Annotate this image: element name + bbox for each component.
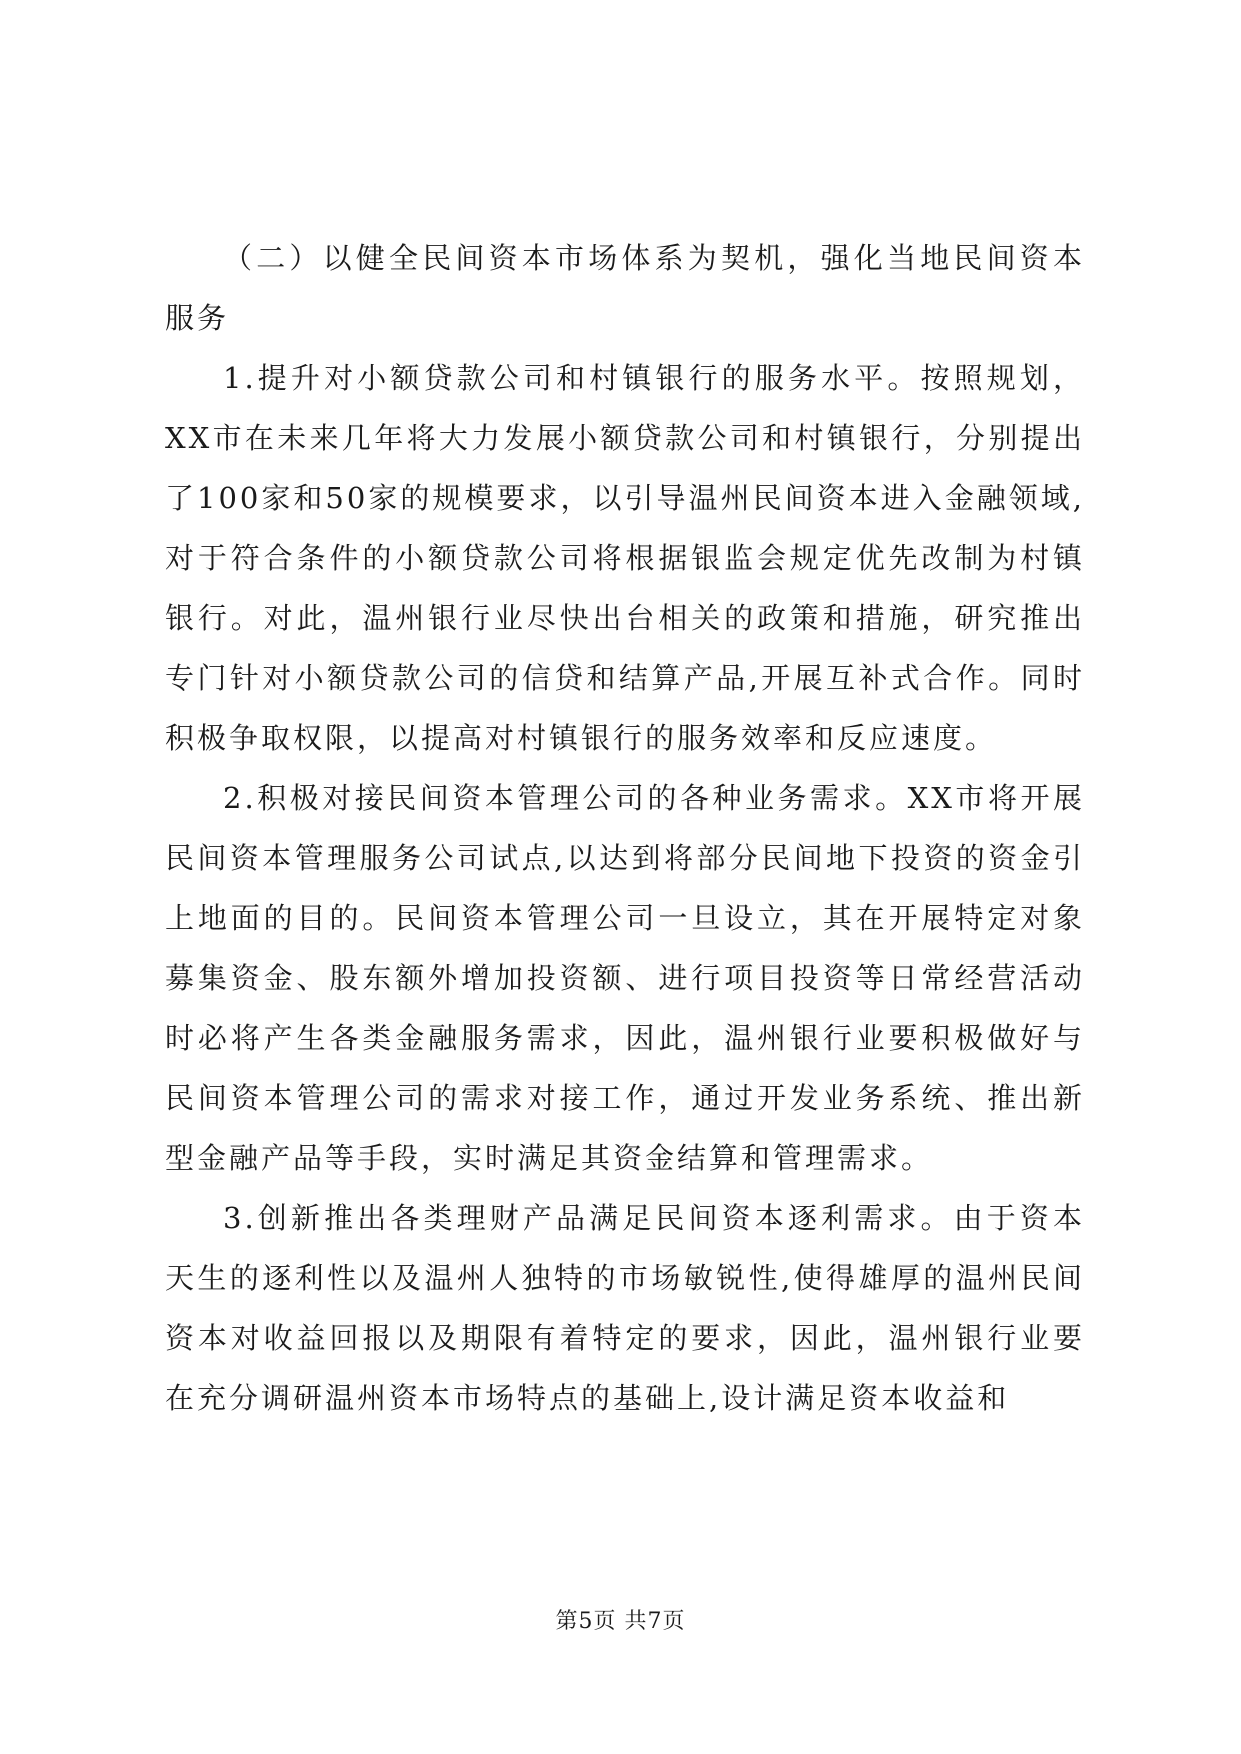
paragraph-2: 2.积极对接民间资本管理公司的各种业务需求。XX市将开展民间资本管理服务公司试点,以达到将部分民间地下投资的资金引上地面的目的。民间资本管理公司一旦设立，其在开展特定对象募集资金、股东额外增加投资额、进行项目投资等日常经营活动时必将产生各类金融服务需求，因此，温州银行业要积极做好与民间资本管理公司的需求对接工作，通过开发业务系统、推出新型金融产品等手段，实时满足其资金结算和管理需求。 — [165, 781, 1085, 1175]
document-body — [165, 228, 1085, 1428]
paragraph-1: 1.提升对小额贷款公司和村镇银行的服务水平。按照规划，XX市在未来几年将大力发展小额贷款公司和村镇银行，分别提出了100家和50家的规模要求，以引导温州民间资本进入金融领域,对于符合条件的小额贷款公司将根据银监会规定优先改制为村镇银行。对此，温州银行业尽快出台相关的政策和措施，研究推出专门针对小额贷款公司的信贷和结算产品,开展互补式合作。同时积极争取权限，以提高对村镇银行的服务效率和反应速度。 — [165, 361, 1085, 755]
page-footer: 第5页 共7页 — [555, 1609, 686, 1634]
paragraph-3: 3.创新推出各类理财产品满足民间资本逐利需求。由于资本天生的逐利性以及温州人独特的市场敏锐性,使得雄厚的温州民间资本对收益回报以及期限有着特定的要求，因此，温州银行业要在充分调研温州资本市场特点的基础上,设计满足资本收益和 — [165, 1201, 1085, 1415]
section-heading: （二）以健全民间资本市场体系为契机，强化当地民间资本服务 — [165, 241, 1085, 335]
